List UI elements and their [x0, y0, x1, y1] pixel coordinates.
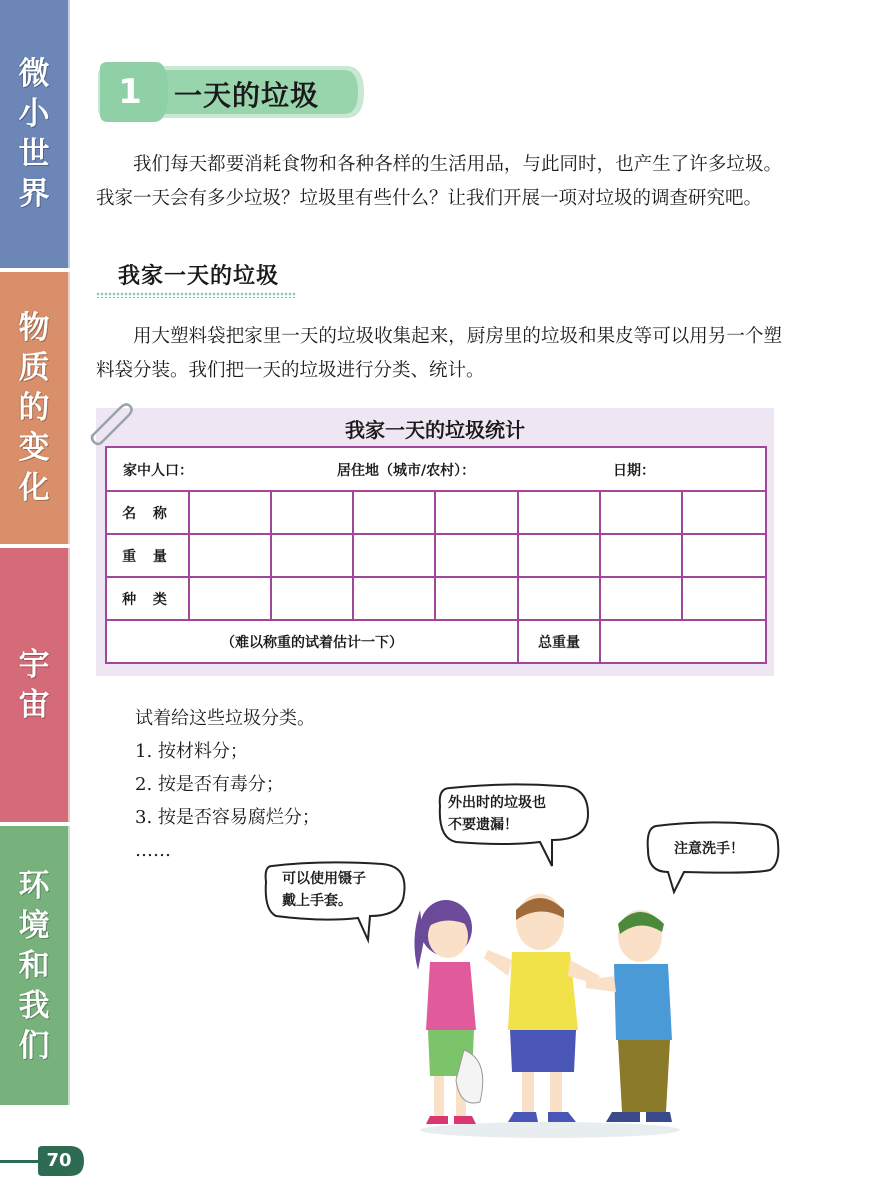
- table-cell[interactable]: [518, 491, 600, 534]
- page-number-line: [0, 1160, 40, 1163]
- table-cell[interactable]: [600, 534, 682, 577]
- section-paragraph: 用大塑料袋把家里一天的垃圾收集起来，厨房里的垃圾和果皮等可以用另一个塑料袋分装。我们把一天的垃圾进行分类、统计。: [96, 326, 782, 381]
- bubble-middle-line1: 外出时的垃圾也: [448, 795, 546, 811]
- side-tab-environment: [0, 826, 70, 1105]
- list-item: ……: [135, 840, 171, 861]
- speech-bubble-middle: [436, 782, 592, 866]
- table-cell[interactable]: [189, 534, 271, 577]
- total-weight-label: 总重量: [518, 620, 600, 663]
- table-cell[interactable]: [271, 491, 353, 534]
- intro-paragraph: 我们每天都要消耗食物和各种各样的生活用品，与此同时，也产生了许多垃圾。我家一天会有多少垃圾？垃圾里有些什么？让我们开展一项对垃圾的调查研究吧。: [96, 154, 782, 209]
- page-number-badge: [36, 1142, 86, 1180]
- side-tab-char: 世: [18, 136, 50, 172]
- children-illustration: [400, 880, 700, 1140]
- side-tab-char: 宇: [18, 647, 50, 683]
- heading-underline: [96, 292, 296, 298]
- classification-list: [135, 702, 320, 867]
- table-title: 我家一天的垃圾统计: [345, 418, 525, 442]
- table-cell[interactable]: [189, 491, 271, 534]
- date-label: 日期：: [613, 463, 655, 479]
- side-tab-char: 物: [18, 310, 50, 346]
- table-cell[interactable]: [600, 491, 682, 534]
- table-cell[interactable]: [682, 491, 766, 534]
- section-heading: 我家一天的垃圾: [118, 264, 280, 289]
- side-tab-char: 界: [18, 176, 50, 212]
- total-weight-cell[interactable]: [600, 620, 766, 663]
- boy-blue-figure: [586, 910, 672, 1122]
- side-tab-char: 变: [18, 430, 50, 466]
- bubble-middle-line2: 不要遗漏！: [448, 817, 518, 833]
- girl-figure: [414, 900, 482, 1124]
- list-item: 1. 按材料分；: [135, 741, 248, 762]
- table-cell[interactable]: [271, 534, 353, 577]
- side-tab-char: 我: [18, 987, 50, 1024]
- lesson-number: 1: [118, 72, 142, 112]
- bubble-right-line1: 注意洗手！: [674, 841, 744, 857]
- row-header-name: 名 称: [106, 491, 189, 534]
- lesson-title-banner: [96, 58, 364, 126]
- bubble-left-line1: 可以使用镊子: [282, 871, 366, 887]
- list-intro: 试着给这些垃圾分类。: [135, 708, 315, 729]
- estimate-note: （难以称重的试着估计一下）: [106, 620, 518, 663]
- table-cell[interactable]: [353, 491, 435, 534]
- chapter-side-tabs: [0, 0, 70, 1105]
- table-cell[interactable]: [682, 534, 766, 577]
- table-row: [106, 620, 766, 663]
- speech-bubble-left: [262, 860, 412, 940]
- row-header-type: 种 类: [106, 577, 189, 620]
- side-tab-char: 化: [18, 470, 50, 506]
- table-cell[interactable]: [435, 577, 518, 620]
- list-item: 3. 按是否容易腐烂分；: [135, 807, 320, 828]
- side-tab-matter-change: [0, 272, 70, 544]
- table-row: [106, 491, 766, 534]
- table-cell[interactable]: [271, 577, 353, 620]
- side-tab-char: 和: [18, 947, 50, 984]
- side-tab-char: 环: [18, 867, 50, 904]
- boy-yellow-figure: [484, 894, 600, 1122]
- garbage-stats-table: [105, 446, 767, 664]
- side-tab-universe: [0, 548, 70, 822]
- side-tab-char: 的: [18, 390, 50, 426]
- table-cell[interactable]: [353, 577, 435, 620]
- side-tab-char: 们: [18, 1027, 50, 1064]
- lesson-title-text: 一天的垃圾: [174, 79, 320, 112]
- table-row: [106, 534, 766, 577]
- row-header-weight: 重 量: [106, 534, 189, 577]
- list-item: 2. 按是否有毒分；: [135, 774, 284, 795]
- residence-label: 居住地（城市/农村）：: [337, 463, 476, 479]
- side-tab-char: 微: [18, 56, 50, 92]
- bubble-left-line2: 戴上手套。: [282, 893, 352, 909]
- table-cell[interactable]: [435, 491, 518, 534]
- table-row: [106, 577, 766, 620]
- side-tab-char: 宙: [18, 687, 50, 723]
- table-meta-row: [106, 447, 766, 491]
- table-cell[interactable]: [189, 577, 271, 620]
- side-tab-char: 境: [18, 907, 50, 944]
- page-number: 70: [46, 1150, 72, 1171]
- table-cell[interactable]: [435, 534, 518, 577]
- table-cell[interactable]: [518, 534, 600, 577]
- table-cell[interactable]: [600, 577, 682, 620]
- table-cell[interactable]: [353, 534, 435, 577]
- side-tab-char: 小: [18, 96, 50, 132]
- side-tab-micro-world: [0, 0, 70, 268]
- table-cell[interactable]: [518, 577, 600, 620]
- side-tab-char: 质: [18, 350, 50, 386]
- table-cell[interactable]: [682, 577, 766, 620]
- population-label: 家中人口：: [123, 463, 193, 479]
